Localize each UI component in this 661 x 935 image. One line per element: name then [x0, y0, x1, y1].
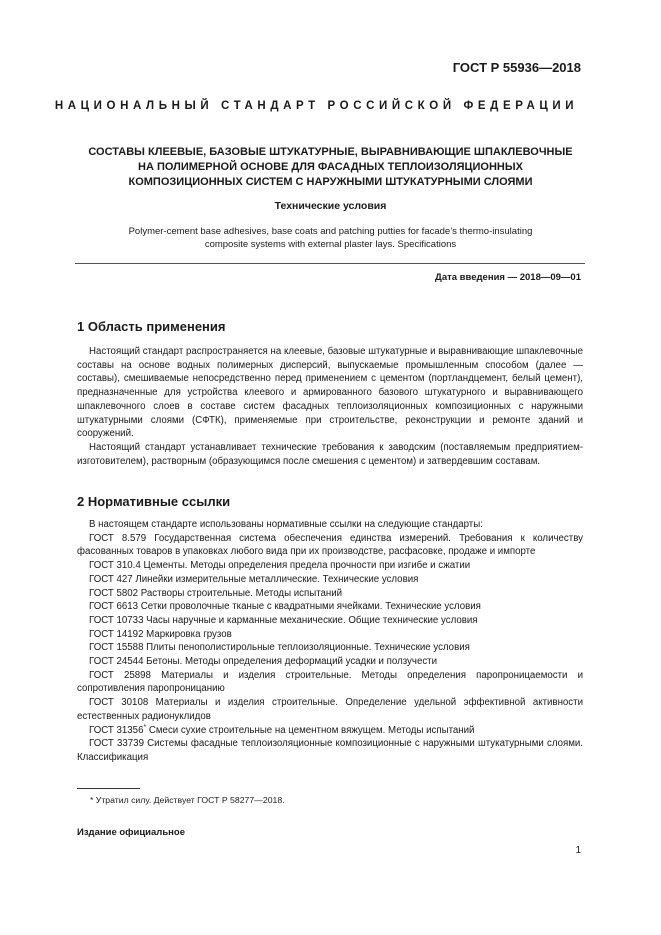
- document-subtitle: Технические условия: [274, 200, 387, 212]
- english-title-line: Polymer-cement base adhesives, base coats and patching putties for facade’s thermo-insulating: [128, 226, 533, 237]
- paragraph: Настоящий стандарт распространяется на клеевые, базовые штукатурные и выравнивающие шпаклевочные составы на основе водных полимерных дисперсий, выпускаемые промышленным способом (далее — составы), смешиваемые непосредственно перед применением с цементом (портландцемент, белый цемент), предназначенные для устройства клеевого и армированного базового штукатурного и выравнивающего шпаклевочного слоев в составе систем фасадных теплоизоляционных композиционных с наружными штукатурными слоями (СФТК), применяемые при строительстве, реконструкции и ремонте зданий и сооружений.: [77, 346, 583, 440]
- section-2-heading: 2 Нормативные ссылки: [77, 494, 231, 509]
- paragraph: Настоящий стандарт устанавливает технические требования к заводским (поставляемым предприятием-изготовителем), растворным (образующимся после смешения с цементом) и затвердевшим составам.: [77, 441, 583, 467]
- title-line: СОСТАВЫ КЛЕЕВЫЕ, БАЗОВЫЕ ШТУКАТУРНЫЕ, ВЫРАВНИВАЮЩИЕ ШПАКЛЕВОЧНЫЕ: [88, 146, 573, 158]
- title-line: НА ПОЛИМЕРНОЙ ОСНОВЕ ДЛЯ ФАСАДНЫХ ТЕПЛОИЗОЛЯЦИОННЫХ: [138, 161, 523, 173]
- edition-label: Издание официальное: [77, 827, 185, 838]
- national-standard-heading: НАЦИОНАЛЬНЫЙ СТАНДАРТ РОССИЙСКОЙ ФЕДЕРАЦИИ: [54, 100, 579, 112]
- reference-item: ГОСТ 14192 Маркировка грузов: [89, 628, 232, 640]
- reference-item: ГОСТ 310.4 Цементы. Методы определения предела прочности при изгибе и сжатии: [89, 560, 471, 572]
- document-code: ГОСТ Р 55936—2018: [452, 60, 581, 75]
- document-title: [48, 145, 613, 190]
- footnote: * Утратил силу. Действует ГОСТ Р 58277—2018.: [90, 795, 285, 805]
- reference-item: ГОСТ 6613 Сетки проволочные тканые с квадратными ячейками. Технические условия: [89, 601, 481, 613]
- reference-item: ГОСТ 33739 Системы фасадные теплоизоляционные композиционные с наружными штукатурными слоями. Классификация: [77, 738, 583, 763]
- section-2-body: [77, 518, 583, 765]
- footnote-divider: [77, 788, 140, 789]
- english-title-line: composite systems with external plaster lays. Specifications: [204, 239, 457, 250]
- reference-item: ГОСТ 427 Линейки измерительные металлические. Технические условия: [89, 573, 419, 585]
- title-line: КОМПОЗИЦИОННЫХ СИСТЕМ С НАРУЖНЫМИ ШТУКАТУРНЫМИ СЛОЯМИ: [128, 176, 533, 188]
- reference-item: ГОСТ 30108 Материалы и изделия строительные. Определение удельной эффективной активности естественных радионуклидов: [77, 697, 583, 722]
- reference-item: ГОСТ 5802 Растворы строительные. Методы испытаний: [89, 587, 343, 599]
- reference-item: ГОСТ 10733 Часы наручные и карманные механические. Общие технические условия: [89, 614, 478, 626]
- reference-item: ГОСТ 8.579 Государственная система обеспечения единства измерений. Требования к количеству фасованных товаров в упаковках любого вида при их производстве, расфасовке, продаже и импорте: [77, 532, 583, 558]
- introduction-date: Дата введения — 2018—09—01: [435, 272, 581, 283]
- page-number: 1: [575, 845, 581, 856]
- divider: [75, 263, 585, 264]
- reference-item: ГОСТ 15588 Плиты пенополистирольные теплоизоляционные. Технические условия: [89, 642, 470, 654]
- reference-item: ГОСТ 24544 Бетоны. Методы определения деформаций усадки и ползучести: [89, 656, 438, 668]
- section-1-heading: 1 Область применения: [77, 319, 226, 334]
- footnote-marker: *: [143, 723, 147, 731]
- reference-item: ГОСТ 25898 Материалы и изделия строительные. Методы определения паропроницаемости и сопротивления паропроницанию: [77, 669, 583, 695]
- paragraph: В настоящем стандарте использованы нормативные ссылки на следующие стандарты:: [89, 519, 483, 530]
- english-title: [48, 225, 613, 251]
- reference-item: ГОСТ 31356* Смеси сухие строительные на цементном вяжущем. Методы испытаний: [89, 723, 475, 736]
- section-1-body: [77, 345, 583, 468]
